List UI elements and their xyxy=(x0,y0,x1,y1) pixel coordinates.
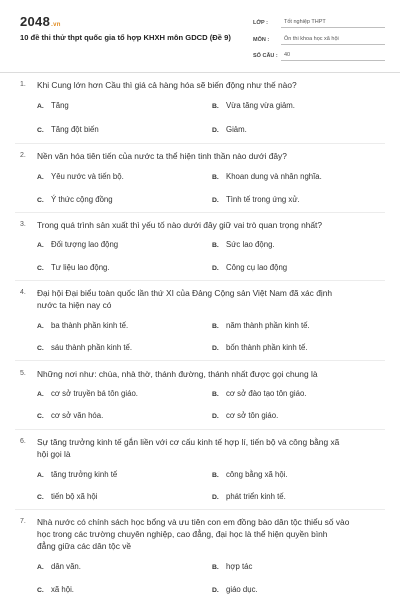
option-b[interactable] xyxy=(212,389,306,398)
option-letter: B. xyxy=(212,323,219,330)
option-text: Giảm. xyxy=(226,125,247,134)
option-a[interactable] xyxy=(37,562,81,571)
question-text: Khi Cung lớn hơn Cầu thì giá cả hàng hóa sẽ biến động như thế nào? xyxy=(37,80,297,90)
option-text: tăng trưởng kinh tế xyxy=(51,470,118,479)
option-letter: B. xyxy=(212,174,219,181)
question-text-line: Đại hội Đại biểu toàn quốc lần thứ XI của Đảng Cộng sản Việt Nam đã xác định xyxy=(37,288,333,298)
exam-meta xyxy=(253,14,385,64)
option-text: Vừa tăng vừa giảm. xyxy=(226,101,295,110)
option-text: Đối tượng lao động xyxy=(51,240,119,249)
option-d[interactable] xyxy=(212,125,247,134)
option-letter: C. xyxy=(37,265,44,272)
option-letter: D. xyxy=(212,587,219,594)
logo-text: 2048 xyxy=(20,14,51,29)
question-text-line: Nhà nước có chính sách học bổng và ưu tiên con em đồng bào dân tộc thiểu số vào xyxy=(37,517,350,527)
option-text: Công cụ lao động xyxy=(226,263,288,272)
question-number: 5. xyxy=(20,370,26,377)
question-text: Nền văn hóa tiên tiến của nước ta thể hiện tinh thần nào dưới đây? xyxy=(37,151,287,161)
question-number: 1. xyxy=(20,81,26,88)
option-c[interactable] xyxy=(37,411,103,420)
option-letter: D. xyxy=(212,413,219,420)
option-text: cơ sở truyền bá tôn giáo. xyxy=(51,389,138,398)
option-text: cơ sở tôn giáo. xyxy=(226,411,279,420)
option-text: bốn thành phần kinh tế. xyxy=(226,343,308,352)
header-divider xyxy=(0,72,400,73)
option-text: giáo dục. xyxy=(226,585,258,594)
option-letter: D. xyxy=(212,265,219,272)
question-number: 3. xyxy=(20,221,26,228)
question-text-line: đẳng giữa các dân tộc về xyxy=(37,541,132,551)
option-d[interactable] xyxy=(212,343,308,352)
option-letter: D. xyxy=(212,494,219,501)
option-letter: A. xyxy=(37,323,44,330)
meta-label: MÔN : xyxy=(253,36,270,43)
option-a[interactable] xyxy=(37,172,124,181)
option-text: công bằng xã hội. xyxy=(226,470,288,479)
question-text-line: Sự tăng trưởng kinh tế gắn liền với cơ cấu kinh tế hợp lí, tiến bộ và công bằng xã xyxy=(37,437,340,447)
option-c[interactable] xyxy=(37,195,113,204)
question-divider xyxy=(15,360,385,361)
option-a[interactable] xyxy=(37,389,138,398)
option-text: cơ sở văn hóa. xyxy=(51,411,104,420)
option-b[interactable] xyxy=(212,240,275,249)
option-text: Khoan dung và nhân nghĩa. xyxy=(226,172,322,181)
option-letter: A. xyxy=(37,564,44,571)
option-text: Tăng đột biến xyxy=(51,125,99,134)
option-letter: C. xyxy=(37,587,44,594)
option-letter: A. xyxy=(37,391,44,398)
meta-value: 40 xyxy=(281,52,385,61)
meta-row-count xyxy=(253,47,385,61)
option-letter: A. xyxy=(37,174,44,181)
option-text: hợp tác xyxy=(226,562,253,571)
option-text: Tư liệu lao động. xyxy=(51,263,110,272)
question-divider xyxy=(15,429,385,430)
option-a[interactable] xyxy=(37,470,117,479)
question-number: 7. xyxy=(20,518,26,525)
option-d[interactable] xyxy=(212,585,258,594)
option-text: ba thành phần kinh tế. xyxy=(51,321,129,330)
option-a[interactable] xyxy=(37,240,118,249)
option-a[interactable] xyxy=(37,101,69,110)
option-letter: D. xyxy=(212,127,219,134)
question-divider xyxy=(15,280,385,281)
question-text: Trong quá trình sản xuất thì yếu tố nào dưới đây giữ vai trò quan trọng nhất? xyxy=(37,220,323,230)
option-text: Tăng xyxy=(51,101,69,110)
question-number: 2. xyxy=(20,152,26,159)
option-text: Sức lao động. xyxy=(226,240,275,249)
option-c[interactable] xyxy=(37,125,99,134)
exam-title: 10 đề thi thử thpt quốc gia tổ hợp KHXH môn GDCD (Đề 9) xyxy=(20,33,231,42)
option-c[interactable] xyxy=(37,343,132,352)
option-letter: A. xyxy=(37,103,44,110)
option-c[interactable] xyxy=(37,492,97,501)
option-a[interactable] xyxy=(37,321,128,330)
option-text: Tình tế trong ứng xử. xyxy=(226,195,300,204)
question-text-line: hội gọi là xyxy=(37,449,71,459)
option-text: phát triển kinh tế. xyxy=(226,492,286,501)
question-number: 6. xyxy=(20,438,26,445)
option-letter: D. xyxy=(212,197,219,204)
option-letter: B. xyxy=(212,564,219,571)
option-text: xã hội. xyxy=(51,585,74,594)
question-divider xyxy=(15,212,385,213)
option-letter: A. xyxy=(37,242,44,249)
option-letter: C. xyxy=(37,127,44,134)
option-letter: A. xyxy=(37,472,44,479)
meta-value: Ôn thi khoa học xã hội xyxy=(281,36,385,45)
option-d[interactable] xyxy=(212,492,286,501)
meta-label: LỚP : xyxy=(253,20,268,26)
meta-row-subject xyxy=(253,31,385,45)
option-letter: C. xyxy=(37,197,44,204)
option-b[interactable] xyxy=(212,562,252,571)
question-divider xyxy=(15,509,385,510)
option-letter: D. xyxy=(212,345,219,352)
question-number: 4. xyxy=(20,289,26,296)
question-divider xyxy=(15,143,385,144)
option-b[interactable] xyxy=(212,470,288,479)
option-letter: C. xyxy=(37,345,44,352)
option-letter: B. xyxy=(212,472,219,479)
option-d[interactable] xyxy=(212,195,300,204)
page-header xyxy=(0,0,400,72)
site-logo[interactable] xyxy=(20,14,61,29)
option-letter: B. xyxy=(212,103,219,110)
option-letter: C. xyxy=(37,494,44,501)
option-text: năm thành phần kinh tế. xyxy=(226,321,310,330)
question-text: Những nơi như: chùa, nhà thờ, thánh đường, thánh nhất được gọi chung là xyxy=(37,369,318,379)
option-text: sáu thành phần kinh tế. xyxy=(51,343,133,352)
option-c[interactable] xyxy=(37,263,110,272)
option-text: dân văn. xyxy=(51,562,81,571)
option-letter: B. xyxy=(212,242,219,249)
option-c[interactable] xyxy=(37,585,74,594)
option-b[interactable] xyxy=(212,172,322,181)
option-text: tiến bộ xã hội xyxy=(51,492,98,501)
option-d[interactable] xyxy=(212,263,287,272)
option-letter: C. xyxy=(37,413,44,420)
logo-suffix: .vn xyxy=(51,22,61,28)
option-text: Ý thức cộng đồng xyxy=(51,195,113,204)
option-text: Yêu nước và tiến bộ. xyxy=(51,172,124,181)
option-b[interactable] xyxy=(212,101,295,110)
question-text-line: nước ta hiện nay có xyxy=(37,300,112,310)
option-b[interactable] xyxy=(212,321,310,330)
question-text-line: học trong các trường chuyên nghiệp, cao đẳng, đại học là thể hiện quyền bình xyxy=(37,529,328,539)
meta-row-class xyxy=(253,14,385,28)
meta-value: Tốt nghiệp THPT xyxy=(281,19,385,28)
option-text: cơ sở đào tạo tôn giáo. xyxy=(226,389,307,398)
option-d[interactable] xyxy=(212,411,278,420)
meta-label: SỐ CÂU : xyxy=(253,53,278,59)
option-letter: B. xyxy=(212,391,219,398)
